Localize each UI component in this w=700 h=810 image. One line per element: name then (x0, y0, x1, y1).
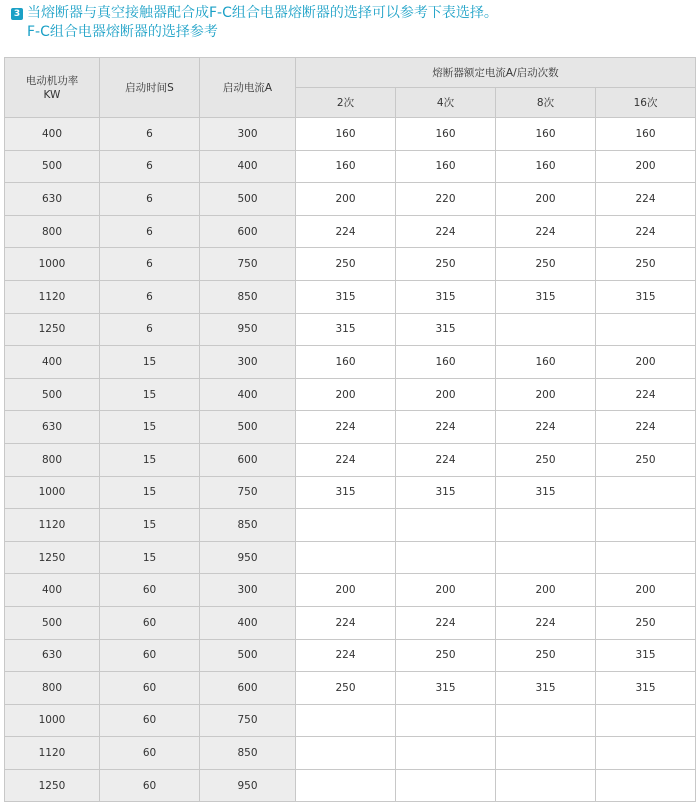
cell-motor-power: 400 (5, 118, 100, 151)
cell-fuse-2: 250 (296, 672, 396, 705)
cell-fuse-16: 224 (596, 411, 696, 444)
cell-fuse-2: 160 (296, 150, 396, 183)
cell-start-current: 300 (200, 574, 296, 607)
cell-fuse-4: 220 (396, 183, 496, 216)
header-fuse-rated-current: 熔断器额定电流A/启动次数 (296, 58, 696, 88)
cell-fuse-8: 315 (496, 672, 596, 705)
cell-fuse-2: 224 (296, 606, 396, 639)
cell-fuse-16 (596, 541, 696, 574)
cell-start-time: 15 (100, 346, 200, 379)
table-row (5, 346, 696, 379)
cell-motor-power: 630 (5, 411, 100, 444)
cell-fuse-4 (396, 541, 496, 574)
cell-fuse-4: 315 (396, 313, 496, 346)
cell-fuse-16 (596, 509, 696, 542)
table-row (5, 150, 696, 183)
cell-fuse-4: 224 (396, 215, 496, 248)
cell-start-current: 850 (200, 509, 296, 542)
cell-fuse-2: 224 (296, 215, 396, 248)
cell-fuse-4: 250 (396, 248, 496, 281)
cell-start-time: 6 (100, 150, 200, 183)
cell-start-time: 6 (100, 118, 200, 151)
cell-motor-power: 500 (5, 378, 100, 411)
table-row (5, 541, 696, 574)
cell-start-current: 400 (200, 378, 296, 411)
section-number-badge: 3 (11, 8, 23, 20)
cell-fuse-16 (596, 769, 696, 802)
cell-fuse-8: 160 (496, 150, 596, 183)
table-row (5, 769, 696, 802)
cell-fuse-2 (296, 737, 396, 770)
document-heading (11, 4, 498, 42)
cell-motor-power: 800 (5, 443, 100, 476)
cell-fuse-2 (296, 541, 396, 574)
table-row (5, 313, 696, 346)
cell-fuse-16 (596, 313, 696, 346)
header-motor-power-unit: KW (43, 88, 61, 101)
cell-fuse-4: 315 (396, 476, 496, 509)
cell-fuse-8: 224 (496, 606, 596, 639)
heading-text: 当熔断器与真空接触器配合成F-C组合电器熔断器的选择可以参考下表选择。 (27, 5, 498, 21)
cell-fuse-2: 160 (296, 346, 396, 379)
cell-fuse-16: 224 (596, 378, 696, 411)
cell-fuse-2 (296, 769, 396, 802)
cell-start-current: 750 (200, 248, 296, 281)
cell-fuse-4 (396, 737, 496, 770)
cell-fuse-16 (596, 704, 696, 737)
cell-fuse-4 (396, 509, 496, 542)
table-row (5, 639, 696, 672)
cell-fuse-2: 224 (296, 411, 396, 444)
table-row (5, 118, 696, 151)
header-count-4: 4次 (396, 88, 496, 118)
cell-start-time: 15 (100, 476, 200, 509)
cell-start-time: 15 (100, 541, 200, 574)
cell-fuse-16: 315 (596, 280, 696, 313)
heading-line-2 (11, 23, 498, 42)
cell-fuse-16: 200 (596, 346, 696, 379)
cell-fuse-4: 160 (396, 150, 496, 183)
cell-start-time: 60 (100, 606, 200, 639)
cell-motor-power: 630 (5, 639, 100, 672)
table-row (5, 574, 696, 607)
table-row (5, 215, 696, 248)
heading-line-1 (11, 4, 498, 23)
cell-start-current: 750 (200, 704, 296, 737)
cell-fuse-4: 315 (396, 672, 496, 705)
cell-start-current: 400 (200, 606, 296, 639)
cell-start-time: 60 (100, 672, 200, 705)
cell-motor-power: 800 (5, 215, 100, 248)
table-row (5, 704, 696, 737)
cell-motor-power: 1120 (5, 737, 100, 770)
cell-start-time: 60 (100, 769, 200, 802)
table-row (5, 280, 696, 313)
cell-motor-power: 500 (5, 606, 100, 639)
cell-start-current: 850 (200, 737, 296, 770)
header-start-time: 启动时间S (100, 58, 200, 118)
header-count-8: 8次 (496, 88, 596, 118)
cell-fuse-8: 160 (496, 118, 596, 151)
cell-fuse-2 (296, 704, 396, 737)
cell-start-time: 60 (100, 574, 200, 607)
cell-start-time: 6 (100, 280, 200, 313)
cell-start-current: 600 (200, 215, 296, 248)
cell-start-current: 300 (200, 346, 296, 379)
cell-motor-power: 400 (5, 574, 100, 607)
cell-fuse-16 (596, 476, 696, 509)
table-row (5, 672, 696, 705)
cell-start-current: 950 (200, 769, 296, 802)
cell-start-current: 500 (200, 639, 296, 672)
table-header (5, 58, 696, 118)
cell-motor-power: 400 (5, 346, 100, 379)
cell-motor-power: 500 (5, 150, 100, 183)
cell-fuse-8 (496, 541, 596, 574)
cell-fuse-4 (396, 704, 496, 737)
cell-start-current: 500 (200, 411, 296, 444)
cell-start-time: 6 (100, 215, 200, 248)
cell-fuse-16: 224 (596, 183, 696, 216)
cell-fuse-2: 200 (296, 574, 396, 607)
cell-fuse-8 (496, 313, 596, 346)
cell-fuse-16: 224 (596, 215, 696, 248)
cell-fuse-8: 200 (496, 183, 596, 216)
cell-fuse-4: 315 (396, 280, 496, 313)
cell-start-current: 850 (200, 280, 296, 313)
cell-fuse-16: 315 (596, 639, 696, 672)
table-row (5, 183, 696, 216)
cell-fuse-4: 160 (396, 346, 496, 379)
cell-start-time: 15 (100, 411, 200, 444)
cell-motor-power: 1000 (5, 704, 100, 737)
cell-fuse-2: 315 (296, 313, 396, 346)
table-row (5, 248, 696, 281)
cell-fuse-8 (496, 737, 596, 770)
cell-fuse-16: 315 (596, 672, 696, 705)
header-count-16: 16次 (596, 88, 696, 118)
cell-fuse-4 (396, 769, 496, 802)
cell-motor-power: 1000 (5, 476, 100, 509)
cell-motor-power: 1000 (5, 248, 100, 281)
cell-fuse-8: 250 (496, 248, 596, 281)
cell-fuse-16: 250 (596, 248, 696, 281)
fuse-selection-table (4, 57, 696, 802)
cell-fuse-4: 200 (396, 378, 496, 411)
table-row (5, 378, 696, 411)
table-row (5, 509, 696, 542)
cell-fuse-16: 200 (596, 574, 696, 607)
cell-start-time: 6 (100, 313, 200, 346)
cell-fuse-2: 315 (296, 280, 396, 313)
cell-fuse-2: 315 (296, 476, 396, 509)
header-motor-power (5, 58, 100, 118)
cell-fuse-4: 224 (396, 443, 496, 476)
cell-motor-power: 1120 (5, 509, 100, 542)
cell-start-time: 15 (100, 509, 200, 542)
cell-start-current: 300 (200, 118, 296, 151)
cell-start-time: 15 (100, 378, 200, 411)
cell-fuse-16 (596, 737, 696, 770)
table-row (5, 443, 696, 476)
cell-start-time: 60 (100, 704, 200, 737)
cell-fuse-8: 315 (496, 280, 596, 313)
table-row (5, 737, 696, 770)
cell-start-current: 950 (200, 313, 296, 346)
cell-fuse-8: 200 (496, 378, 596, 411)
cell-start-time: 6 (100, 248, 200, 281)
cell-motor-power: 1250 (5, 541, 100, 574)
cell-fuse-2: 224 (296, 443, 396, 476)
cell-fuse-8: 250 (496, 443, 596, 476)
cell-fuse-4: 160 (396, 118, 496, 151)
cell-fuse-2: 250 (296, 248, 396, 281)
cell-fuse-2: 160 (296, 118, 396, 151)
cell-fuse-2: 200 (296, 378, 396, 411)
table-row (5, 476, 696, 509)
cell-motor-power: 1120 (5, 280, 100, 313)
table-title: F-C组合电器熔断器的选择参考 (27, 24, 218, 40)
header-start-current: 启动电流A (200, 58, 296, 118)
cell-fuse-4: 224 (396, 411, 496, 444)
cell-fuse-8: 160 (496, 346, 596, 379)
cell-fuse-16: 160 (596, 118, 696, 151)
cell-start-time: 6 (100, 183, 200, 216)
cell-start-current: 400 (200, 150, 296, 183)
cell-fuse-8 (496, 769, 596, 802)
cell-fuse-8 (496, 704, 596, 737)
cell-fuse-8: 315 (496, 476, 596, 509)
cell-start-time: 60 (100, 639, 200, 672)
cell-fuse-4: 224 (396, 606, 496, 639)
cell-start-current: 600 (200, 672, 296, 705)
cell-fuse-2 (296, 509, 396, 542)
cell-fuse-16: 250 (596, 443, 696, 476)
cell-start-current: 950 (200, 541, 296, 574)
cell-start-current: 750 (200, 476, 296, 509)
cell-fuse-16: 250 (596, 606, 696, 639)
cell-motor-power: 1250 (5, 769, 100, 802)
cell-fuse-8 (496, 509, 596, 542)
cell-fuse-4: 200 (396, 574, 496, 607)
cell-fuse-8: 250 (496, 639, 596, 672)
table-row (5, 606, 696, 639)
table-row (5, 411, 696, 444)
cell-start-time: 60 (100, 737, 200, 770)
cell-fuse-8: 200 (496, 574, 596, 607)
cell-fuse-8: 224 (496, 215, 596, 248)
table-body (5, 118, 696, 802)
cell-fuse-2: 200 (296, 183, 396, 216)
cell-start-time: 15 (100, 443, 200, 476)
cell-fuse-16: 200 (596, 150, 696, 183)
cell-start-current: 600 (200, 443, 296, 476)
cell-motor-power: 1250 (5, 313, 100, 346)
cell-motor-power: 800 (5, 672, 100, 705)
cell-start-current: 500 (200, 183, 296, 216)
cell-fuse-8: 224 (496, 411, 596, 444)
cell-fuse-4: 250 (396, 639, 496, 672)
cell-fuse-2: 224 (296, 639, 396, 672)
header-motor-power-label: 电动机功率 (25, 74, 79, 87)
cell-motor-power: 630 (5, 183, 100, 216)
header-count-2: 2次 (296, 88, 396, 118)
